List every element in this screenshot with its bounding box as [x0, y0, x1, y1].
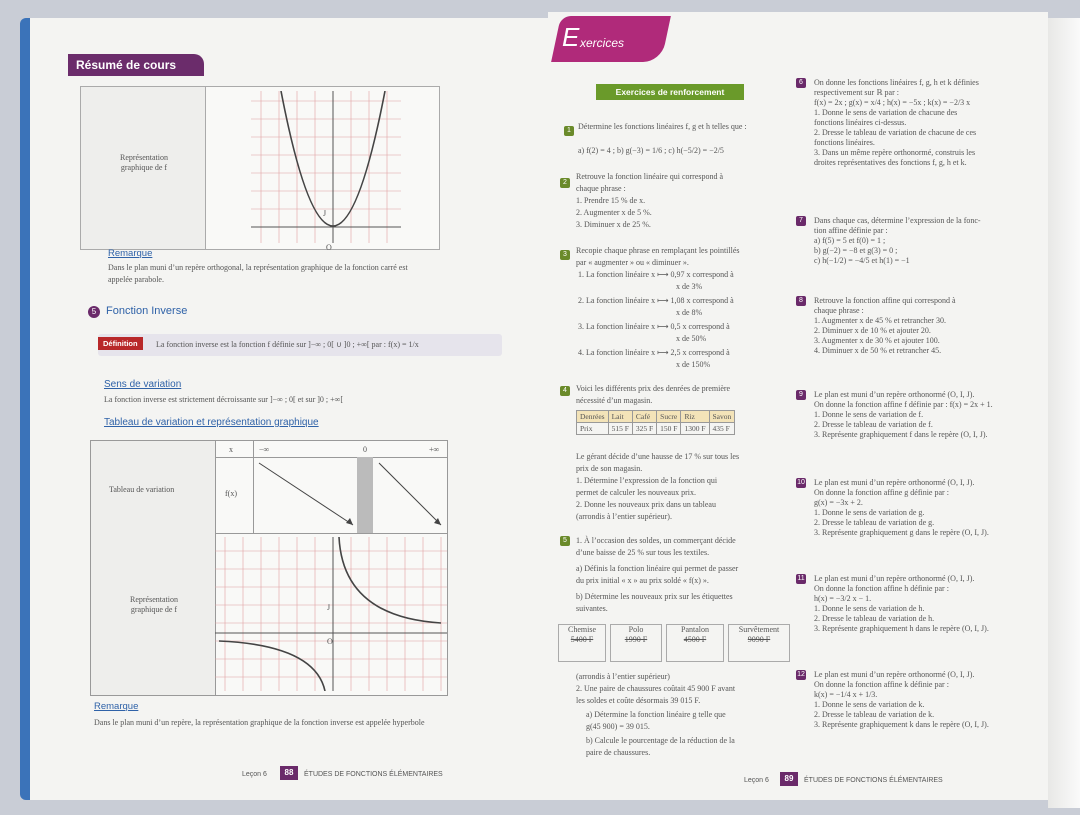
ex9-line-2: On donne la fonction affine f définie par : f(x) = 2x + 1. [814, 400, 993, 409]
tag-name: Chemise [568, 625, 596, 634]
ex5-more-7: paire de chaussures. [586, 748, 651, 757]
tag-name: Survêtement [738, 625, 780, 634]
ex11-line-5: 2. Dresse le tableau de variation de h. [814, 614, 935, 623]
sens-text: La fonction inverse est strictement décroissante sur ]−∞ ; 0[ et sur ]0 ; +∞[ [104, 395, 344, 404]
ex2-line-3: 1. Prendre 15 % de x. [576, 196, 646, 205]
ex11-line-1: Le plan est muni d’un repère orthonormé (O, I, J). [814, 574, 975, 583]
ex-number-5: 5 [560, 536, 570, 546]
ex-number-12: 12 [797, 671, 805, 678]
prices-value-cell: 1300 F [681, 423, 709, 435]
ex5-more-6: b) Calcule le pourcentage de la réduction de la [586, 736, 735, 745]
left-page [20, 18, 550, 800]
ex3-line-5: 2. La fonction linéaire x ⟼ 1,08 x correspond à [578, 296, 734, 305]
definition-text: La fonction inverse est la fonction f définie sur ]−∞ ; 0[ ∪ ]0 ; +∞[ par : f(x) = 1/x [156, 340, 419, 349]
ex3-line-7: 3. La fonction linéaire x ⟼ 0,5 x correspond à [578, 322, 730, 331]
banner-text: xercices [580, 36, 625, 50]
graph2-label-cell [91, 533, 216, 695]
tag-name: Pantalon [681, 625, 709, 634]
ex12-line-5: 2. Dresse le tableau de variation de k. [814, 710, 935, 719]
ex3-line-6: x de 8% [676, 308, 703, 317]
ex-number-9: 9 [796, 390, 806, 400]
ex3-line-10: x de 150% [676, 360, 711, 369]
ex5-line-2: d’une baisse de 25 % sur tous les textiles. [576, 548, 710, 557]
remark1-title: Remarque [108, 248, 153, 259]
ex4-more-6: (arrondis à l’entier supérieur). [576, 512, 672, 521]
ex3-line-1: Recopie chaque phrase en remplaçant les pointillés [576, 246, 740, 255]
ex10-line-1: Le plan est muni d’un repère orthonormé (O, I, J). [814, 478, 975, 487]
ex11-line-3: h(x) = −3/2 x − 1. [814, 594, 872, 603]
ex6-line-4: 1. Donne le sens de variation de chacune des [814, 108, 958, 117]
ex12-line-4: 1. Donne le sens de variation de k. [814, 700, 925, 709]
definition-box [98, 334, 502, 356]
ex3-line-4: x de 3% [676, 282, 703, 291]
ex1-line-2: a) f(2) = 4 ; b) g(−3) = 1/6 ; c) h(−5/2) = −2/5 [578, 146, 724, 155]
prices-table [576, 410, 735, 435]
ex-number-4: 4 [560, 386, 570, 396]
ex10-line-4: 1. Donne le sens de variation de g. [814, 508, 925, 517]
ex7-line-3: a) f(5) = 5 et f(0) = 1 ; [814, 236, 886, 245]
prices-header-row [577, 411, 735, 423]
ex-number-7: 7 [796, 216, 806, 226]
ex2-line-4: 2. Augmenter x de 5 %. [576, 208, 652, 217]
ex11-line-2: On donne la fonction affine h définie par : [814, 584, 949, 593]
prices-value-cell: 515 F [608, 423, 632, 435]
graph1-label: Représentation graphique de f [120, 153, 168, 172]
ex-number-2: 2 [560, 178, 570, 188]
price-tag [558, 624, 606, 662]
banner-e: E [562, 22, 580, 52]
tv-arrows [215, 457, 447, 533]
tag-price: 1990 F [624, 635, 648, 644]
right-footer-title: ÉTUDES DE FONCTIONS ÉLÉMENTAIRES [804, 777, 943, 784]
ex8-line-3: 1. Augmenter x de 45 % et retrancher 30. [814, 316, 946, 325]
tv-label: Tableau de variation [109, 485, 175, 494]
ex4-more-4: permet de calculer les nouveaux prix. [576, 488, 696, 497]
tag-name: Polo [628, 625, 644, 634]
ex10-line-3: g(x) = −3x + 2. [814, 498, 863, 507]
ex10-line-6: 3. Représente graphiquement g dans le repère (O, I, J). [814, 528, 989, 537]
ex6-line-5: fonctions linéaires ci-dessus. [814, 118, 907, 127]
ex6-line-7: fonctions linéaires. [814, 138, 875, 147]
prices-header-cell: Savon [709, 411, 735, 423]
ex5-line-5: b) Détermine les nouveaux prix sur les étiquettes [576, 592, 733, 601]
left-footer-lecon: Leçon 6 [242, 771, 267, 778]
tv-zero: 0 [363, 445, 367, 454]
ex10-line-5: 2. Dresse le tableau de variation de g. [814, 518, 935, 527]
ex2-line-5: 3. Diminuer x de 25 %. [576, 220, 651, 229]
ex5-more-2: 2. Une paire de chaussures coûtait 45 900 F avant [576, 684, 736, 693]
ex-number-3: 3 [560, 250, 570, 260]
ex8-line-1: Retrouve la fonction affine qui correspond à [814, 296, 956, 305]
ex7-line-4: b) g(−2) = −8 et g(3) = 0 ; [814, 246, 898, 255]
ex-number-11: 11 [797, 575, 805, 582]
graph2-label: Représentation graphique de f [130, 595, 178, 614]
prices-header-cell: Sucre [657, 411, 681, 423]
ex4-more-5: 2. Donne les nouveaux prix dans un tableau [576, 500, 716, 509]
ex12-line-1: Le plan est muni d’un repère orthonormé (O, I, J). [814, 670, 975, 679]
ex2-line-2: chaque phrase : [576, 184, 626, 193]
prices-header-cell: Café [632, 411, 656, 423]
tag-price: 5400 F [570, 635, 594, 644]
renforcement-header: Exercices de renforcement [596, 84, 744, 100]
prices-value-row [577, 423, 735, 435]
prices-header-cell: Denrées [577, 411, 609, 423]
remark1-text: Dans le plan muni d’un repère orthogonal, la représentation graphique de la fonction carré est [108, 263, 408, 272]
ex-number-10: 10 [797, 479, 805, 486]
prices-header-cell: Riz [681, 411, 709, 423]
tag-price: 4500 F [683, 635, 707, 644]
ex6-line-2: respectivement sur ℝ par : [814, 88, 899, 97]
ex5-more-4: a) Détermine la fonction linéaire g telle que [586, 710, 726, 719]
prices-value-cell: Prix [577, 423, 609, 435]
tv-grid [215, 441, 447, 534]
prices-value-cell: 150 F [657, 423, 681, 435]
ex7-line-2: tion affine définie par : [814, 226, 888, 235]
ex12-line-2: On donne la fonction affine k définie par : [814, 680, 949, 689]
ex5-line-4: du prix initial « x » au prix soldé « f(x) ». [576, 576, 709, 585]
prices-value-cell: 435 F [709, 423, 735, 435]
tv-label-cell [91, 441, 216, 534]
graph1-box [80, 86, 440, 250]
ex10-line-2: On donne la fonction affine g définie par : [814, 488, 949, 497]
prices-header-cell: Lait [608, 411, 632, 423]
graph1-j-label: J [323, 209, 327, 218]
prices-value-cell: 325 F [632, 423, 656, 435]
ex6-line-1: On donne les fonctions linéaires f, g, h et k définies [814, 78, 979, 87]
ex4-more-2: prix de son magasin. [576, 464, 643, 473]
ex9-line-4: 2. Dresse le tableau de variation de f. [814, 420, 933, 429]
ex9-line-5: 3. Représente graphiquement f dans le repère (O, I, J). [814, 430, 988, 439]
section-number: 5 [88, 306, 100, 318]
ex8-line-6: 4. Diminuer x de 50 % et retrancher 45. [814, 346, 942, 355]
ex5-line-6: suivantes. [576, 604, 608, 613]
ex7-line-1: Dans chaque cas, détermine l’expression de la fonc- [814, 216, 981, 225]
ex6-line-9: droites représentatives des fonctions f, g, h et k. [814, 158, 967, 167]
ex11-line-4: 1. Donne le sens de variation de h. [814, 604, 925, 613]
tv-plus-inf: +∞ [429, 445, 440, 454]
right-footer-lecon: Leçon 6 [744, 777, 769, 784]
ex4-line-2: nécessité d’un magasin. [576, 396, 653, 405]
ex5-more-3: les soldes et coûte désormais 39 015 F. [576, 696, 701, 705]
ex2-line-1: Retrouve la fonction linéaire qui correspond à [576, 172, 724, 181]
ex12-line-3: k(x) = −1/4 x + 1/3. [814, 690, 878, 699]
price-tag [610, 624, 662, 662]
hyperbola-graph [215, 537, 447, 691]
price-tag [728, 624, 790, 662]
ex5-line-1: 1. À l’occasion des soldes, un commerçant décide [576, 536, 736, 545]
page-stack-edge [1048, 18, 1080, 808]
ex3-line-8: x de 50% [676, 334, 707, 343]
ex3-line-2: par « augmenter » ou « diminuer ». [576, 258, 689, 267]
graph1-o-label: O [326, 243, 332, 252]
ex8-line-5: 3. Augmenter x de 30 % et ajouter 100. [814, 336, 940, 345]
tv-minus-inf: −∞ [259, 445, 270, 454]
tableau-title: Tableau de variation et représentation graphique [104, 417, 319, 428]
variation-table [90, 440, 448, 696]
graph2-o-label: O [327, 637, 333, 646]
ex6-line-6: 2. Dresse le tableau de variation de chacune de ces [814, 128, 977, 137]
ex4-more-3: 1. Détermine l’expression de la fonction qui [576, 476, 718, 485]
ex1-line-1: Détermine les fonctions linéaires f, g et h telles que : [578, 122, 747, 131]
ex5-more-5: g(45 900) = 39 015. [586, 722, 650, 731]
left-footer-title: ÉTUDES DE FONCTIONS ÉLÉMENTAIRES [304, 771, 443, 778]
ex3-line-9: 4. La fonction linéaire x ⟼ 2,5 x correspond à [578, 348, 730, 357]
ex8-line-2: chaque phrase : [814, 306, 864, 315]
ex11-line-6: 3. Représente graphiquement h dans le repère (O, I, J). [814, 624, 989, 633]
remark2-title: Remarque [94, 701, 139, 712]
resume-header: Résumé de cours [68, 54, 204, 76]
right-page-number: 89 [780, 772, 798, 786]
ex12-line-6: 3. Représente graphiquement k dans le repère (O, I, J). [814, 720, 989, 729]
ex3-line-3: 1. La fonction linéaire x ⟼ 0,97 x correspond à [578, 270, 734, 279]
left-page-number: 88 [280, 766, 298, 780]
ex-number-6: 6 [796, 78, 806, 88]
ex4-line-1: Voici les différents prix des denrées de première [576, 384, 731, 393]
ex9-line-1: Le plan est muni d’un repère orthonormé (O, I, J). [814, 390, 975, 399]
ex9-line-3: 1. Donne le sens de variation de f. [814, 410, 924, 419]
graph1-label-cell [81, 87, 206, 249]
ex6-line-8: 3. Dans un même repère orthonormé, construis les [814, 148, 976, 157]
right-page [548, 12, 1048, 800]
sens-title: Sens de variation [104, 379, 182, 390]
remark2-text: Dans le plan muni d’un repère, la représentation graphique de la fonction inverse est appelée hyperbole [94, 718, 425, 727]
ex4-more-1: Le gérant décide d’une hausse de 17 % sur tous les [576, 452, 740, 461]
parabola-graph [251, 91, 401, 243]
section-title: Fonction Inverse [106, 305, 188, 317]
ex6-line-3: f(x) = 2x ; g(x) = x/4 ; h(x) = −5x ; k(x) = −2/3 x [814, 98, 971, 107]
graph2-j-label: J [327, 603, 331, 612]
ex-number-8: 8 [796, 296, 806, 306]
ex5-more-1: (arrondis à l’entier supérieur) [576, 672, 670, 681]
tag-price: 9090 F [747, 635, 771, 644]
tv-fx: f(x) [225, 489, 237, 498]
price-tag [666, 624, 724, 662]
definition-badge: Définition [98, 337, 143, 350]
remark1-text2: appelée parabole. [108, 275, 164, 284]
ex8-line-4: 2. Diminuer x de 10 % et ajouter 20. [814, 326, 931, 335]
ex7-line-5: c) h(−1/2) = −4/5 et h(1) = −1 [814, 256, 910, 265]
tv-x: x [229, 445, 233, 454]
ex-number-1: 1 [564, 126, 574, 136]
ex5-line-3: a) Définis la fonction linéaire qui permet de passer [576, 564, 739, 573]
